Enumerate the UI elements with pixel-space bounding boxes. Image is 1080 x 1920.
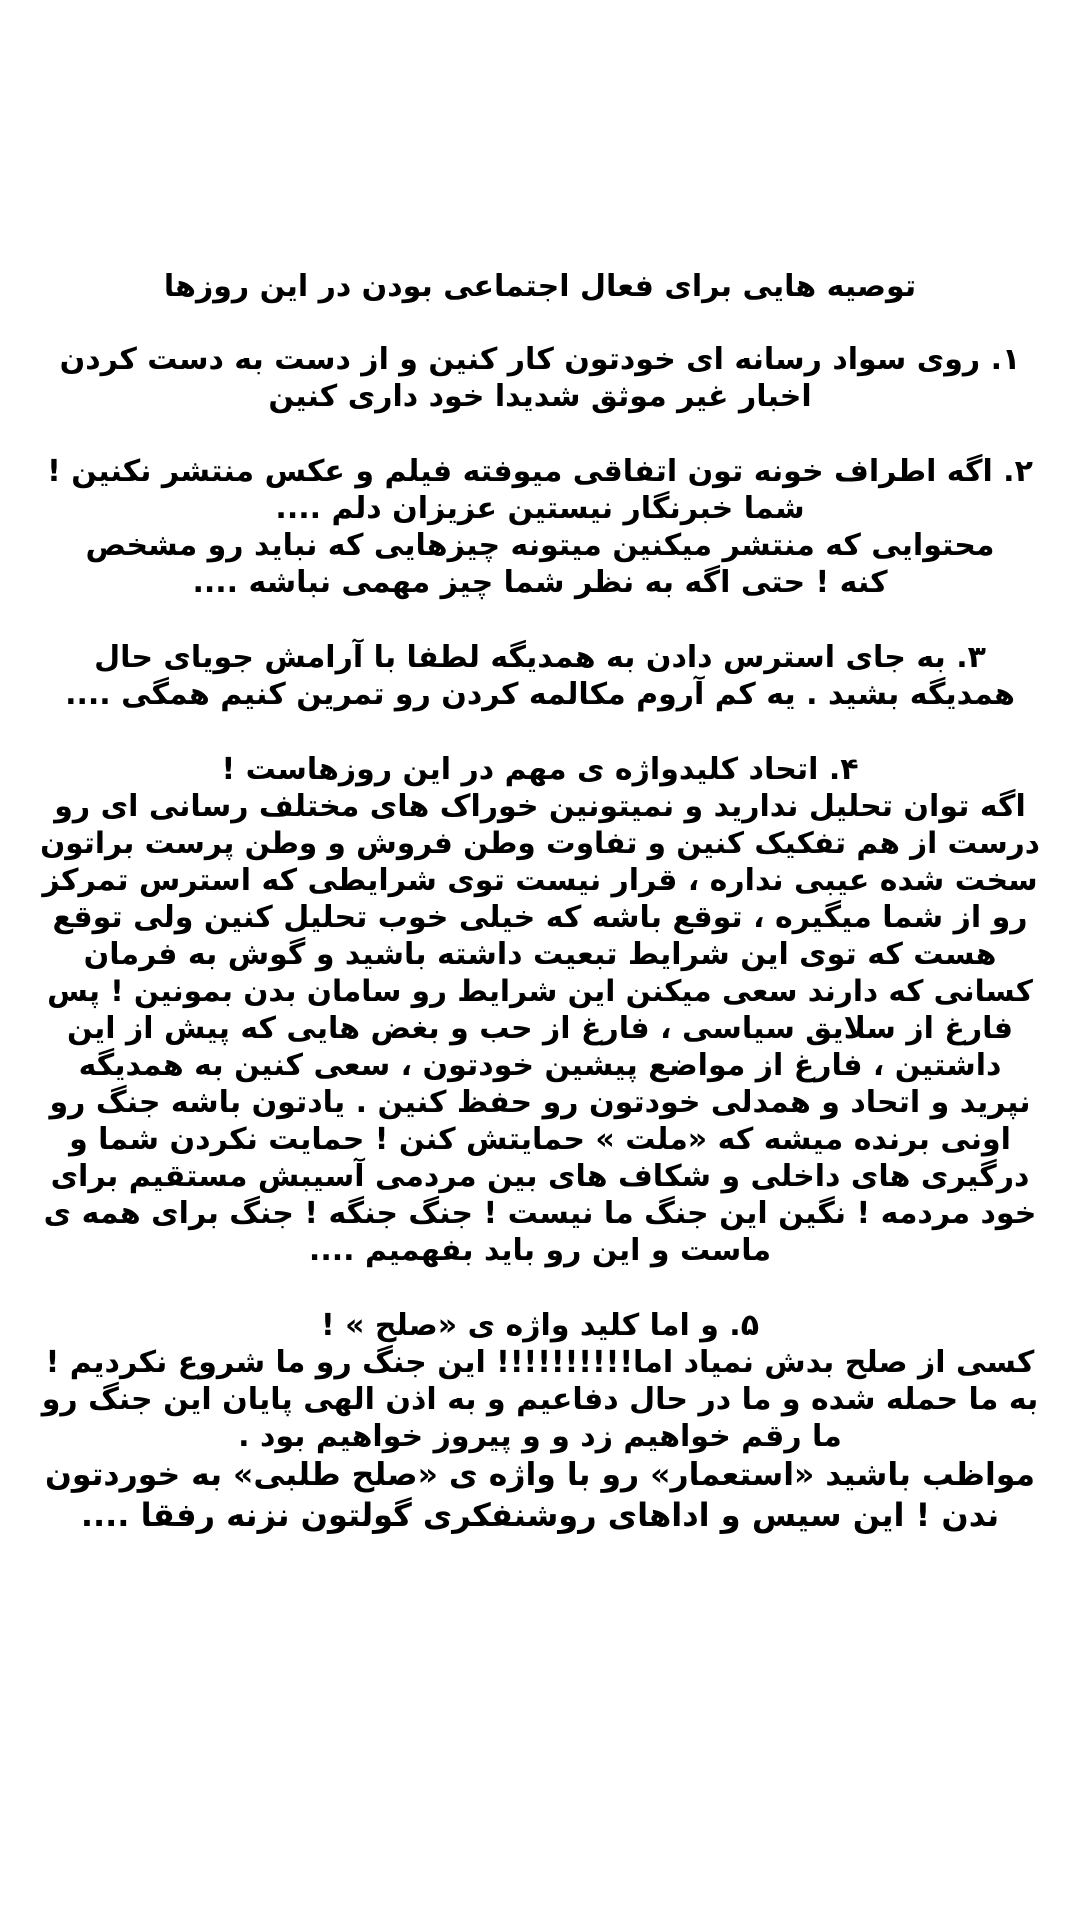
- tip-4-line: ماست و این رو باید بفهمیم ....: [308, 1233, 772, 1268]
- tip-5: [40, 1307, 1040, 1535]
- tip-4-line: درست از هم تفکیک کنین و تفاوت وطن فروش و وطن پرست براتون: [40, 826, 1040, 860]
- tip-4-line: درگیری های داخلی و شکاف های بین مردمی آسیبش مستقیم برای: [50, 1159, 1030, 1194]
- story-text: [40, 268, 1040, 1535]
- tip-1-line: اخبار غیر موثق شدیدا خود داری کنین: [268, 379, 812, 414]
- tip-3-line: همدیگه بشید . یه کم آروم مکالمه کردن رو تمرین کنیم همگی ....: [65, 677, 1015, 712]
- tip-4-line: خود مردمه ! نگین این جنگ ما نیست ! جنگ جنگه ! جنگ برای همه ی: [43, 1196, 1037, 1231]
- tip-1: [40, 341, 1040, 415]
- tip-4: [40, 751, 1040, 1269]
- tip-4-line: ۴. اتحاد کلیدواژه ی مهم در این روزهاست !: [221, 752, 859, 787]
- tip-4-line: فارغ از سلایق سیاسی ، فارغ از حب و بغض هایی که پیش از این: [66, 1011, 1013, 1046]
- tip-4-line: داشتین ، فارغ از مواضع پیشین خودتون ، سعی کنین به همدیگه: [78, 1048, 1002, 1083]
- tip-2-line: محتوایی که منتشر میکنین میتونه چیزهایی که نباید رو مشخص: [85, 528, 995, 563]
- tip-4-line: سخت شده عیبی نداره ، قرار نیست توی شرایطی که استرس تمرکز: [42, 863, 1038, 898]
- tip-5-line: ۵. و اما کلید واژه ی «صلح » !: [320, 1308, 759, 1343]
- tip-2: [40, 453, 1040, 601]
- tip-4-line: هست که توی این شرایط تبعیت داشته باشید و گوش به فرمان: [83, 937, 997, 972]
- tip-5-line: به ما حمله شده و ما در حال دفاعیم و به اذن الهی پایان این جنگ رو: [41, 1382, 1039, 1417]
- tip-5-line: کسی از صلح بدش نمیاد اما!!!!!!!!!! این جنگ رو ما شروع نکردیم !: [45, 1345, 1035, 1380]
- tip-4-line: کسانی که دارند سعی میکنن این شرایط رو سامان بدن بمونین ! پس: [47, 974, 1033, 1008]
- story-title: توصیه هایی برای فعال اجتماعی بودن در این روزها: [163, 269, 917, 304]
- tip-4-line: رو از شما میگیره ، توقع باشه که خیلی خوب تحلیل کنین ولی توقع: [52, 900, 1028, 935]
- tip-5-warning-line: ندن ! این سیس و اداهای روشنفکری گولتون نزنه رفقا ....: [80, 1496, 1000, 1534]
- tip-4-line: اونی برنده میشه که «ملت » حمایتش کنن ! حمایت نکردن شما و: [69, 1122, 1011, 1157]
- tip-2-line: کنه ! حتی اگه به نظر شما چیز مهمی نباشه ....: [192, 565, 888, 600]
- tip-5-line: ما رقم خواهیم زد و و پیروز خواهیم بود .: [238, 1419, 842, 1454]
- tip-4-line: اگه توان تحلیل ندارید و نمیتونین خوراک های مختلف رسانی ای رو: [54, 789, 1026, 824]
- tip-3: [40, 639, 1040, 713]
- tip-4-line: نپرید و اتحاد و همدلی خودتون رو حفظ کنین . یادتون باشه جنگ رو: [49, 1085, 1031, 1120]
- tip-5-warning-line: مواظب باشید «استعمار» رو با واژه ی «صلح طلبی» به خوردتون: [44, 1457, 1036, 1493]
- tip-3-line: ۳. به جای استرس دادن به همدیگه لطفا با آرامش جویای حال: [94, 640, 986, 675]
- tip-2-line: شما خبرنگار نیستین عزیزان دلم ....: [275, 491, 805, 526]
- tip-2-line: ۲. اگه اطراف خونه تون اتفاقی میوفته فیلم و عکس منتشر نکنین !: [47, 454, 1033, 489]
- tip-1-line: ۱. روی سواد رسانه ای خودتون کار کنین و از دست به دست کردن: [59, 342, 1021, 377]
